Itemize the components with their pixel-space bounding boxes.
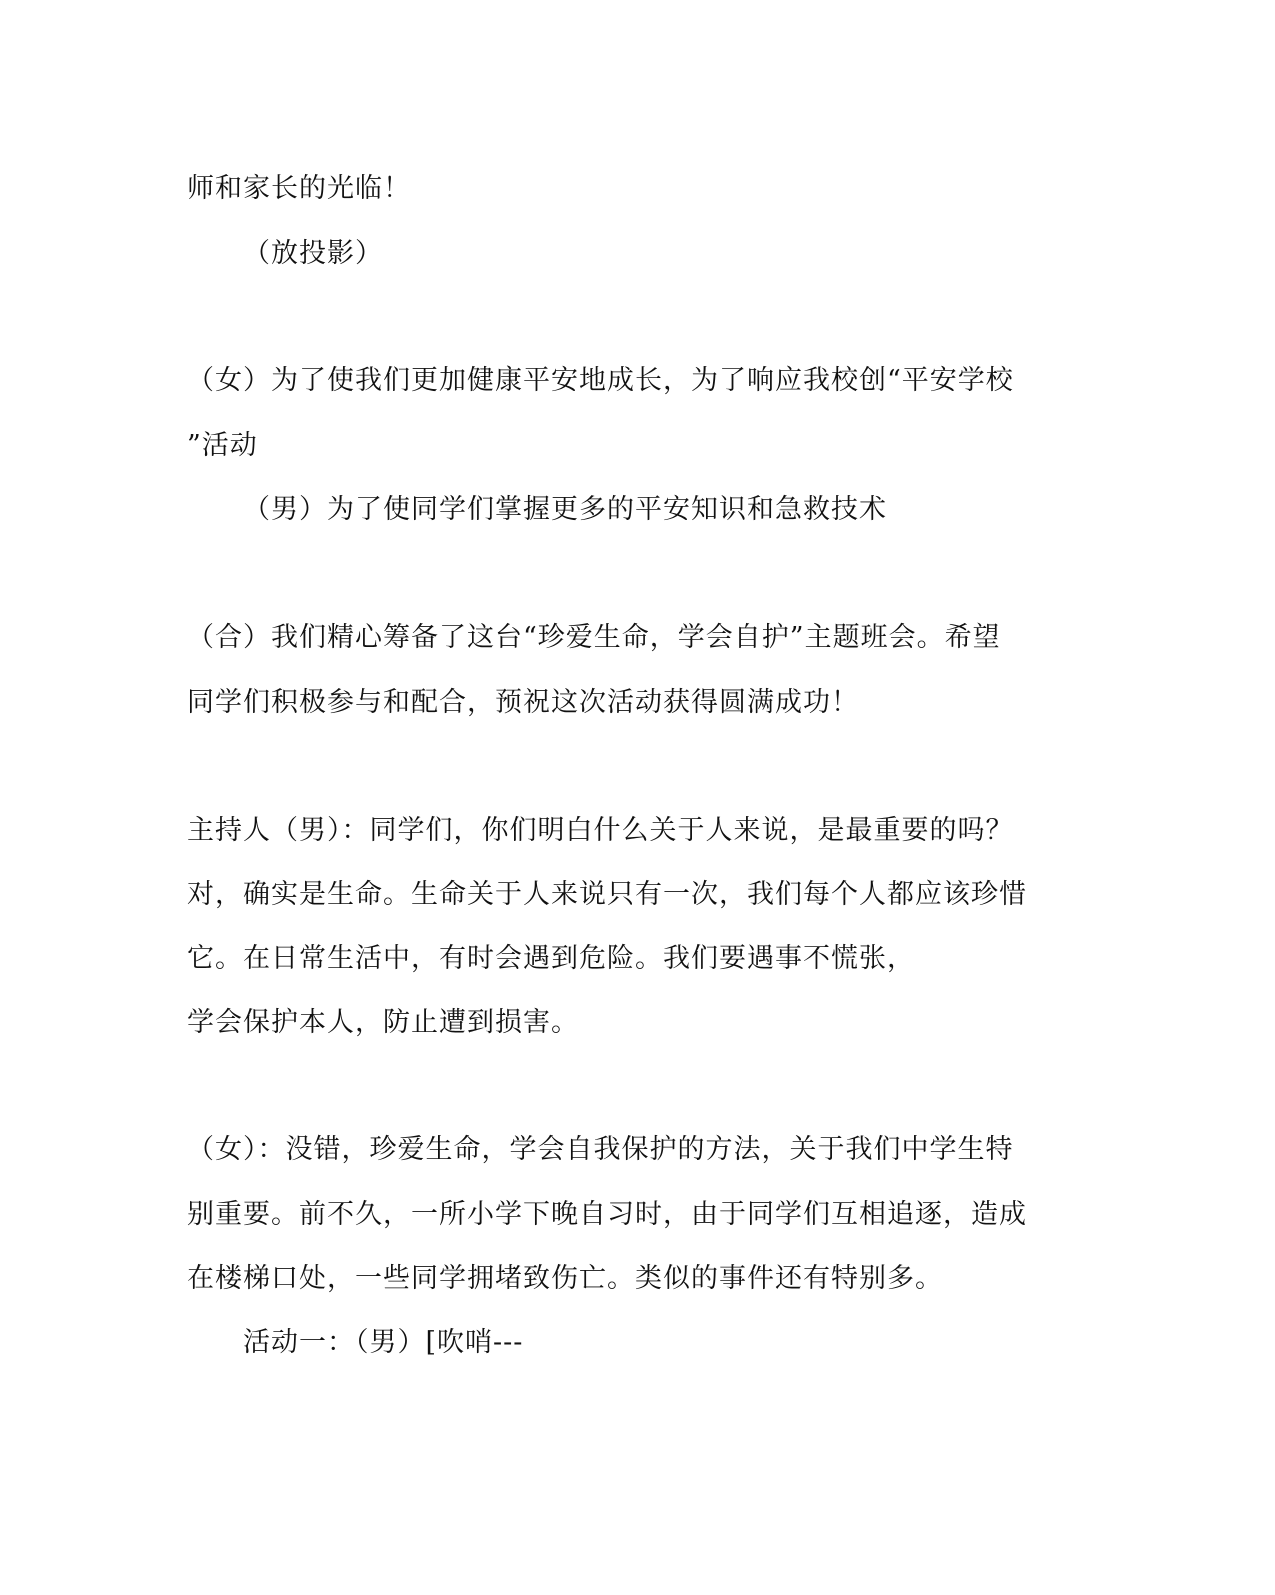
text-line: ”活动	[187, 430, 258, 461]
text-line: 在楼梯口处，一些同学拥堵致伤亡。类似的事件还有特别多。	[187, 1263, 943, 1294]
text-line: 师和家长的光临！	[187, 173, 411, 204]
text-line: 学会保护本人，防止遭到损害。	[187, 1007, 579, 1038]
text-line: 它。在日常生活中，有时会遇到危险。我们要遇事不慌张，	[187, 943, 915, 974]
text-line: （放投影）	[243, 238, 383, 269]
text-line: （合）我们精心筹备了这台“珍爱生命，学会自护”主题班会。希望	[187, 622, 1001, 653]
text-line: （女）：没错，珍爱生命，学会自我保护的方法，关于我们中学生特	[187, 1134, 1014, 1165]
text-line: 主持人（男）：同学们，你们明白什么关于人来说，是最重要的吗？	[187, 815, 1014, 846]
text-line: 对，确实是生命。生命关于人来说只有一次，我们每个人都应该珍惜	[187, 879, 1027, 910]
text-line: （男）为了使同学们掌握更多的平安知识和急救技术	[243, 494, 887, 525]
text-line: （女）为了使我们更加健康平安地成长，为了响应我校创“平安学校	[187, 365, 1014, 396]
text-line: 别重要。前不久，一所小学下晚自习时，由于同学们互相追逐，造成	[187, 1199, 1027, 1230]
text-line: 同学们积极参与和配合，预祝这次活动获得圆满成功！	[187, 687, 859, 718]
text-line: 活动一：（男）[吹哨---	[243, 1327, 524, 1358]
